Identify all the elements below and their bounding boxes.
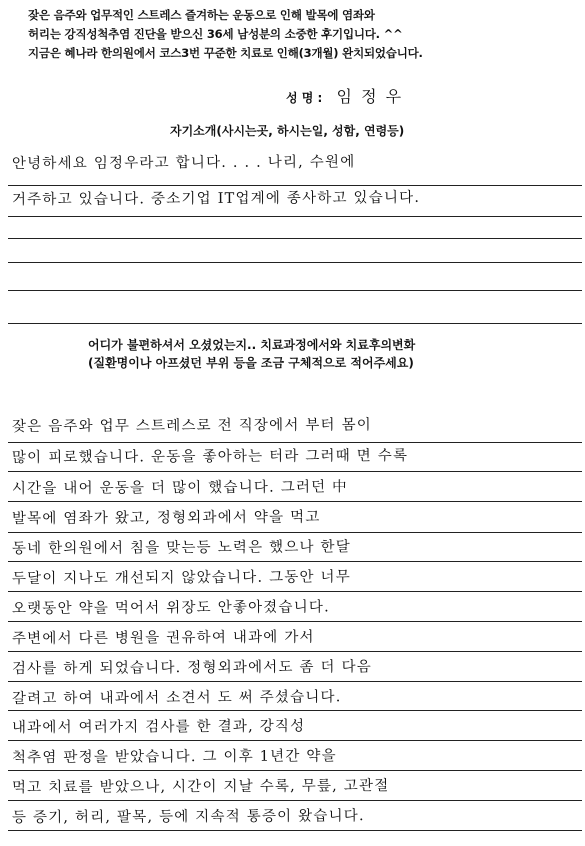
line-rule [8, 621, 582, 622]
section2-handwriting-line: 검사를 하게 되었습니다. 정형외과에서도 좀 더 다음 [11, 659, 373, 677]
section2-handwriting-line: 잦은 음주와 업무 스트레스로 전 직장에서 부터 몸이 [11, 417, 373, 435]
line-rule [8, 561, 582, 562]
section2-handwriting-line: 등 증기, 허리, 팔목, 등에 지속적 통증이 왔습니다. [11, 808, 365, 826]
name-value: 임 정 우 [336, 87, 404, 106]
name-label: 성 명 : [286, 91, 323, 105]
section2-handwriting-line: 발목에 염좌가 왔고, 정형외과에서 약을 먹고 [11, 509, 321, 527]
line-rule [8, 651, 582, 652]
section2-handwriting-line: 주변에서 다른 병원을 권유하여 내과에 가서 [11, 629, 315, 647]
section2-title-line1: 어디가 불편하셔서 오셨었는지.. 치료과정에서와 치료후의변화 [88, 338, 416, 352]
section2-handwriting-line: 먹고 치료를 받았으나, 시간이 지날 수록, 무릎, 고관절 [11, 778, 390, 796]
intro-line-3: 지금은 혜나라 한의원에서 코스3번 꾸준한 치료로 인해(3개월) 완치되었습니다. [28, 46, 423, 60]
section1-handwriting-line: 거주하고 있습니다. 중소기업 IT업계에 종사하고 있습니다. [11, 189, 421, 209]
section2-handwriting-line: 내과에서 여러가지 검사를 한 결과, 강직성 [11, 718, 306, 736]
line-rule [8, 238, 582, 239]
line-rule [8, 442, 582, 443]
line-rule [8, 216, 582, 217]
intro-line-1: 잦은 음주와 업무적인 스트레스 즐겨하는 운동으로 인해 발목에 염좌와 [28, 8, 375, 22]
section2-handwriting-line: 척추염 판정을 받았습니다. 그 이후 1년간 약을 [11, 748, 337, 766]
section2-handwriting-line: 동네 한의원에서 침을 맞는등 노력은 했으나 한달 [11, 539, 351, 557]
section2-handwriting-line: 오랫동안 약을 먹어서 위장도 안좋아졌습니다. [11, 599, 330, 617]
line-rule [8, 591, 582, 592]
line-rule [8, 323, 582, 324]
section2-handwriting-line: 갈려고 하여 내과에서 소견서 도 써 주셨습니다. [11, 689, 342, 707]
line-rule [8, 740, 582, 741]
line-rule [8, 800, 582, 801]
line-rule [8, 262, 582, 263]
section2-title-line2: (질환명이나 아프셨던 부위 등을 조금 구체적으로 적어주세요) [88, 356, 414, 370]
line-rule [8, 681, 582, 682]
section2-handwriting-line: 많이 피로했습니다. 운동을 좋아하는 터라 그러때 면 수록 [11, 447, 409, 466]
intro-line-2: 허리는 강직성척추염 진단을 받으신 36세 남성분의 소중한 후기입니다. ^^ [28, 27, 403, 41]
section2-handwriting-line: 두달이 지나도 개선되지 않았습니다. 그동안 너무 [11, 569, 351, 587]
section2-handwriting-line: 시간을 내어 운동을 더 많이 했습니다. 그러던 中 [11, 479, 348, 497]
line-rule [8, 471, 582, 472]
section1-title: 자기소개(사시는곳, 하시는일, 성함, 연령등) [170, 124, 405, 138]
line-rule [8, 770, 582, 771]
line-rule [8, 501, 582, 502]
intro-text [28, 6, 578, 63]
line-rule [8, 290, 582, 291]
section1-handwriting-line: 안녕하세요 임정우라고 합니다. . . . 나리, 수원에 [11, 154, 356, 173]
name-row [286, 84, 403, 107]
line-rule [8, 710, 582, 711]
line-rule [8, 830, 582, 831]
line-rule [8, 532, 582, 533]
